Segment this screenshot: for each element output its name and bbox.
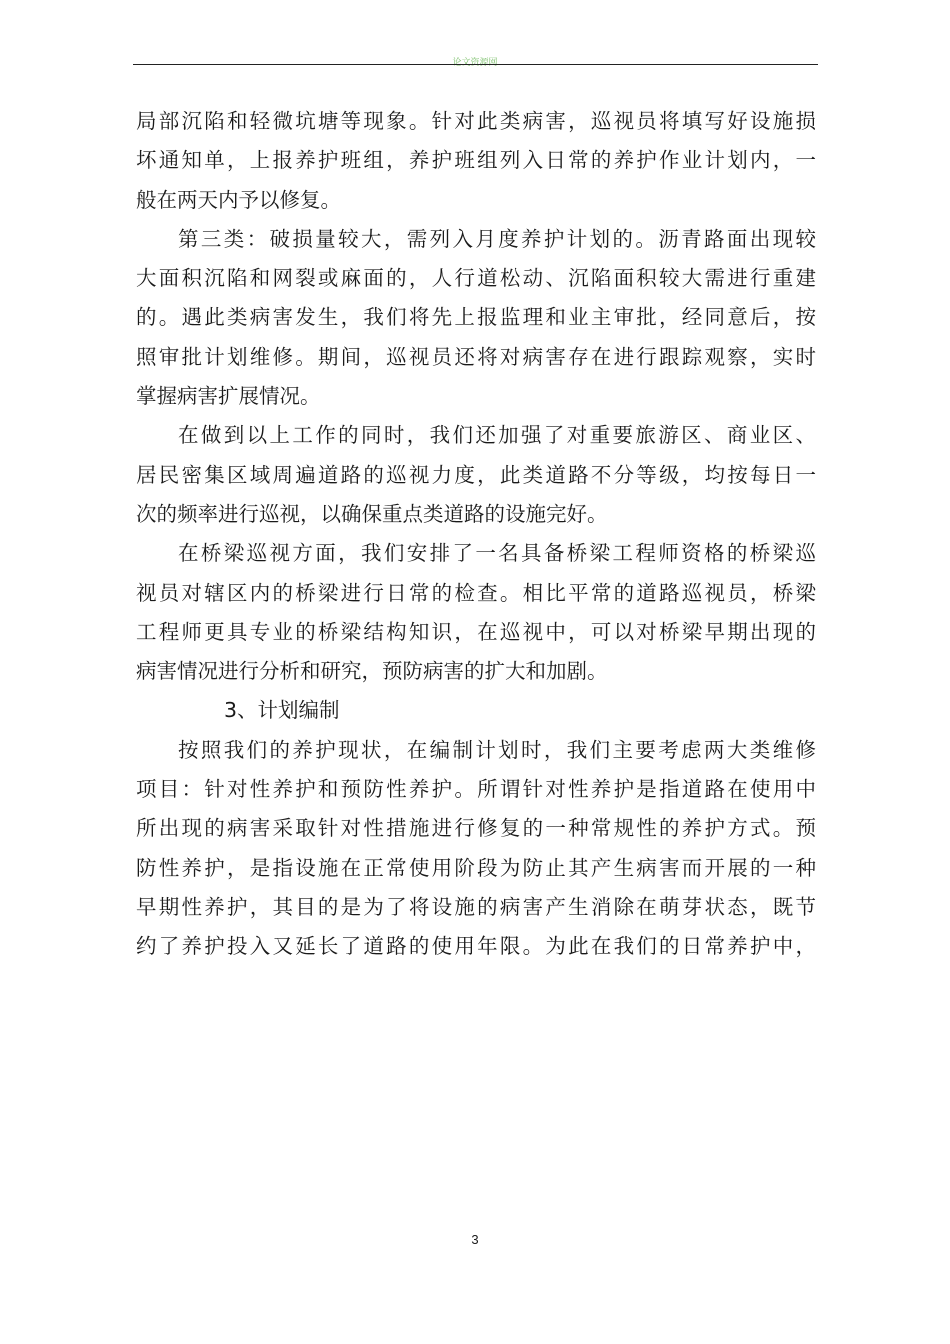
text-line: 的。遇此类病害发生，我们将先上报监理和业主审批，经同意后，按 bbox=[136, 305, 816, 330]
text-line: 照审批计划维修。期间，巡视员还将对病害存在进行跟踪观察，实时 bbox=[136, 344, 816, 369]
text-line: 居民密集区域周遍道路的巡视力度，此类道路不分等级，均按每日一 bbox=[136, 462, 816, 487]
text-line: 局部沉陷和轻微坑塘等现象。针对此类病害，巡视员将填写好设施损 bbox=[136, 109, 816, 133]
text-line: 项目：针对性养护和预防性养护。所谓针对性养护是指道路在使用中 bbox=[136, 777, 816, 802]
text-line: 大面积沉陷和网裂或麻面的，人行道松动、沉陷面积较大需进行重建 bbox=[136, 266, 816, 291]
text-line: 掌握病害扩展情况。 bbox=[136, 384, 321, 409]
text-line: 在做到以上工作的同时，我们还加强了对重要旅游区、商业区、 bbox=[178, 423, 816, 448]
text-line: 第三类：破损量较大，需列入月度养护计划的。沥青路面出现较 bbox=[178, 226, 816, 251]
page-number: 3 bbox=[471, 1232, 479, 1247]
paragraph bbox=[136, 220, 816, 416]
text-line: 病害情况进行分析和研究，预防病害的扩大和加剧。 bbox=[136, 659, 608, 684]
text-line: 所出现的病害采取针对性措施进行修复的一种常规性的养护方式。预 bbox=[136, 816, 816, 841]
text-line: 视员对辖区内的桥梁进行日常的检查。相比平常的道路巡视员，桥梁 bbox=[136, 580, 816, 605]
text-line: 防性养护，是指设施在正常使用阶段为防止其产生病害而开展的一种 bbox=[136, 855, 816, 880]
header-rule bbox=[133, 64, 818, 65]
text-line: 约了养护投入又延长了道路的使用年限。为此在我们的日常养护中， bbox=[136, 934, 816, 959]
text-line: 按照我们的养护现状，在编制计划时，我们主要考虑两大类维修 bbox=[178, 737, 816, 762]
text-line: 般在两天内予以修复。 bbox=[136, 187, 341, 212]
paragraph bbox=[136, 102, 816, 220]
paragraph bbox=[136, 534, 816, 691]
text-line: 坏通知单，上报养护班组，养护班组列入日常的养护作业计划内，一 bbox=[136, 148, 816, 173]
header-watermark: 论文资源网 bbox=[452, 58, 498, 68]
text-line: 次的频率进行巡视，以确保重点类道路的设施完好。 bbox=[136, 501, 608, 526]
section-heading: 3、计划编制 bbox=[224, 698, 340, 723]
text-line: 早期性养护，其目的是为了将设施的病害产生消除在萌芽状态，既节 bbox=[136, 894, 816, 919]
paragraph bbox=[136, 416, 816, 534]
text-line: 工程师更具专业的桥梁结构知识，在巡视中，可以对桥梁早期出现的 bbox=[136, 619, 816, 644]
paragraph bbox=[136, 731, 816, 967]
text-line: 在桥梁巡视方面，我们安排了一名具备桥梁工程师资格的桥梁巡 bbox=[178, 541, 816, 566]
document-body bbox=[136, 102, 816, 967]
